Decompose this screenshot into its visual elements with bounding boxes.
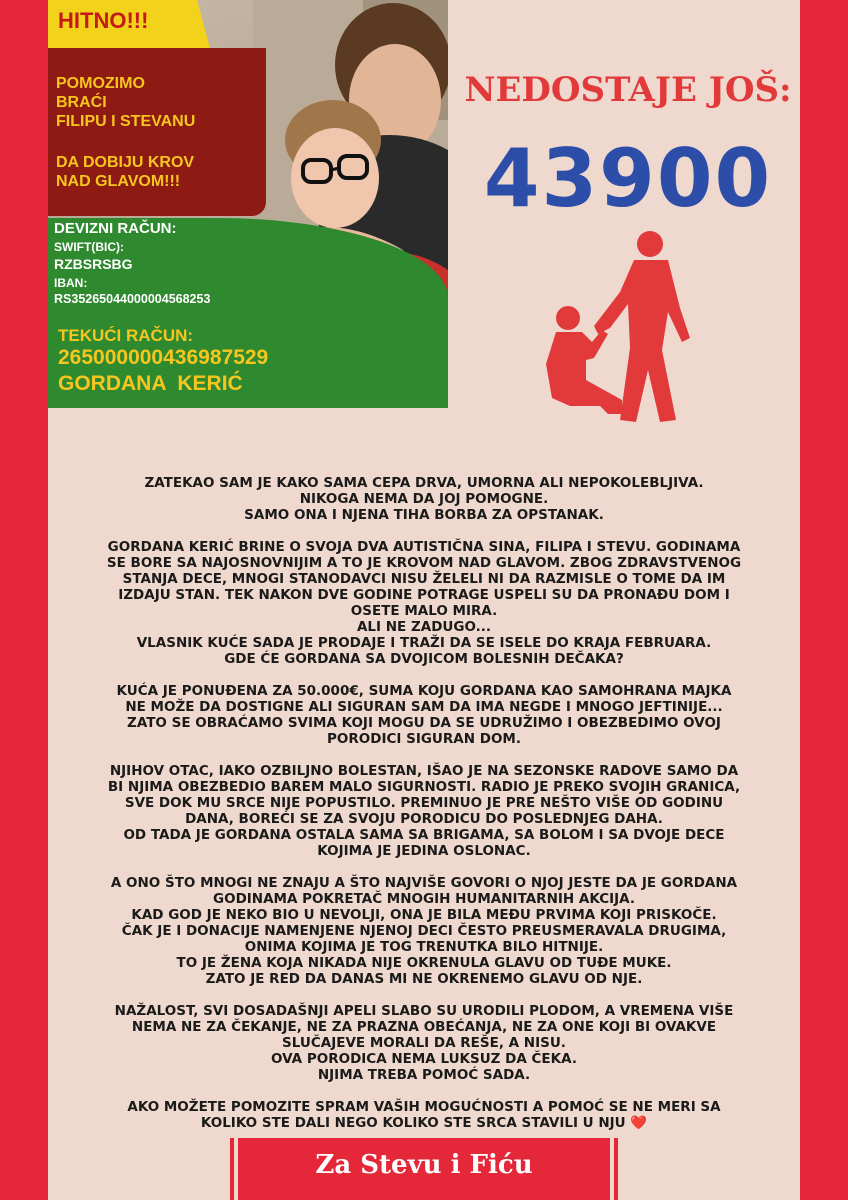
appeal-text (48, 475, 800, 1131)
iban-value: RS35265044000004568253 (54, 292, 211, 306)
appeal-line: SVE DOK MU SRCE NIJE POPUSTILO. PREMINUO JE PRE NEŠTO VIŠE OD GODINU (124, 795, 724, 811)
foreign-account-title: DEVIZNI RAČUN: (54, 220, 177, 237)
appeal-line: VLASNIK KUĆE SADA JE PRODAJE I TRAŽI DA SE ISELE DO KRAJA FEBRUARA. (136, 635, 712, 651)
subline-line: DA DOBIJU KROV (56, 154, 195, 171)
appeal-line: ZATO SE OBRAĆAMO SVIMA KOJI MOGU DA SE UDRUŽIMO I OBEZBEDIMO OVOJ (127, 715, 721, 731)
poster (48, 0, 800, 1200)
appeal-line: OD TADA JE GORDANA OSTALA SAMA SA BRIGAMA, SA BOLOM I SA DVOJE DECE (123, 827, 725, 843)
appeal-line: SLUČAJEVE MORALI DA REŠE, A NISU. (282, 1035, 566, 1051)
missing-label: NEDOSTAJE JOŠ: (464, 70, 792, 110)
appeal-line: AKO MOŽETE POMOZITE SPRAM VAŠIH MOGUĆNOSTI A POMOĆ SE NE MERI SA (127, 1099, 721, 1115)
appeal-line: TO JE ŽENA KOJA NIKADA NIJE OKRENULA GLAVU OD TUĐE MUKE. (176, 955, 672, 971)
urgent-label: HITNO!!! (58, 8, 149, 33)
footer-divider-left (230, 1138, 234, 1200)
subline-line: NAD GLAVOM!!! (56, 173, 181, 190)
headline-line: BRAĆI (56, 94, 107, 111)
appeal-line: ČAK JE I DONACIJE NAMENJENE NJENOJ DECI ČESTO PREUSMERAVALA DRUGIMA, (121, 923, 727, 939)
swift-label: SWIFT(BIC): (54, 240, 124, 254)
iban-label: IBAN: (54, 276, 88, 290)
appeal-line: GODINAMA POKRETAČ MNOGIH HUMANITARNIH AKCIJA. (213, 891, 635, 907)
campaign-title: Za Stevu i Fiću (315, 1150, 533, 1180)
appeal-line: PORODICI SIGURAN DOM. (327, 731, 521, 747)
appeal-line: ZATO JE RED DA DANAS MI NE OKRENEMO GLAVU OD NJE. (205, 971, 643, 987)
appeal-line: IZDAJU STAN. TEK NAKON DVE GODINE POTRAGE USPELI SU DA PRONAĐU DOM I (118, 587, 730, 603)
missing-amount: 43900 (483, 132, 773, 225)
appeal-line: KAD GOD JE NEKO BIO U NEVOLJI, ONA JE BILA MEĐU PRVIMA KOJI PRISKOČE. (131, 907, 717, 923)
appeal-line: NE MOŽE DA DOSTIGNE ALI SIGURAN SAM DA IMA NEGDE I MNOGO JEFTINIJE... (125, 699, 723, 715)
appeal-line: KOJIMA JE JEDINA OSLONAC. (317, 843, 531, 859)
appeal-line: ALI NE ZADUGO... (356, 619, 492, 635)
appeal-line: NAŽALOST, SVI DOSADAŠNJI APELI SLABO SU URODILI PLODOM, A VREMENA VIŠE (114, 1003, 734, 1019)
appeal-line: DANA, BOREĆI SE ZA SVOJU PORODICU DO POSLEDNJEG DAHA. (185, 811, 663, 827)
footer-banner (238, 1138, 610, 1200)
appeal-line: NEMA NE ZA ČEKANJE, NE ZA PRAZNA OBEĆANJA, NE ZA ONE KOJI BI OVAKVE (131, 1019, 717, 1035)
swift-value: RZBSRSBG (54, 256, 133, 272)
appeal-line: GDE ĆE GORDANA SA DVOJICOM BOLESNIH DEČAKA? (224, 651, 624, 667)
appeal-line: ZATEKAO SAM JE KAKO SAMA CEPA DRVA, UMORNA ALI NEPOKOLEBLJIVA. (144, 475, 704, 491)
appeal-line: OVA PORODICA NEMA LUKSUZ DA ČEKA. (271, 1051, 577, 1067)
footer-divider-right (614, 1138, 618, 1200)
appeal-line: NJIHOV OTAC, IAKO OZBILJNO BOLESTAN, IŠAO JE NA SEZONSKE RADOVE SAMO DA (109, 763, 739, 779)
appeal-line: NIKOGA NEMA DA JOJ POMOGNE. (299, 491, 549, 507)
appeal-line: GORDANA KERIĆ BRINE O SVOJA DVA AUTISTIČNA SINA, FILIPA I STEVU. GODINAMA (107, 539, 741, 555)
headline-line: FILIPU I STEVANU (56, 113, 196, 130)
account-holder: GORDANA KERIĆ (58, 372, 243, 395)
appeal-line: OSETE MALO MIRA. (350, 603, 498, 619)
campaign-card (48, 0, 448, 408)
appeal-line: NJIMA TREBA POMOĆ SADA. (317, 1067, 531, 1083)
current-account-title: TEKUĆI RAČUN: (58, 326, 194, 345)
appeal-line: BI NJIMA OBEZBEDIO BAREM MALO SIGURNOSTI. RADIO JE PREKO SVOJIH GRANICA, (107, 779, 741, 795)
appeal-line: ONIMA KOJIMA JE TOG TRENUTKA BILO HITNIJE. (244, 939, 604, 955)
appeal-line: KUĆA JE PONUĐENA ZA 50.000€, SUMA KOJU GORDANA KAO SAMOHRANA MAJKA (116, 683, 732, 699)
appeal-line: KOLIKO STE DALI NEGO KOLIKO STE SRCA STAVILI U NJU ❤️ (200, 1115, 648, 1131)
appeal-line: SAMO ONA I NJENA TIHA BORBA ZA OPSTANAK. (244, 507, 604, 523)
helping-hand-icon (530, 230, 710, 430)
appeal-line: A ONO ŠTO MNOGI NE ZNAJU A ŠTO NAJVIŠE GOVORI O NJOJ JESTE DA JE GORDANA (110, 875, 738, 891)
current-account-number: 265000000436987529 (58, 346, 269, 369)
headline-line: POMOZIMO (56, 75, 145, 92)
appeal-line: SE BORE SA NAJOSNOVNIJIM A TO JE KROVOM NAD GLAVOM. ZBOG ZDRAVSTVENOG (106, 555, 742, 571)
appeal-line: STANJA DECE, MNOGI STANODAVCI NISU ŽELELI NI DA RAZMISLE O TOME DA IM (122, 571, 726, 587)
